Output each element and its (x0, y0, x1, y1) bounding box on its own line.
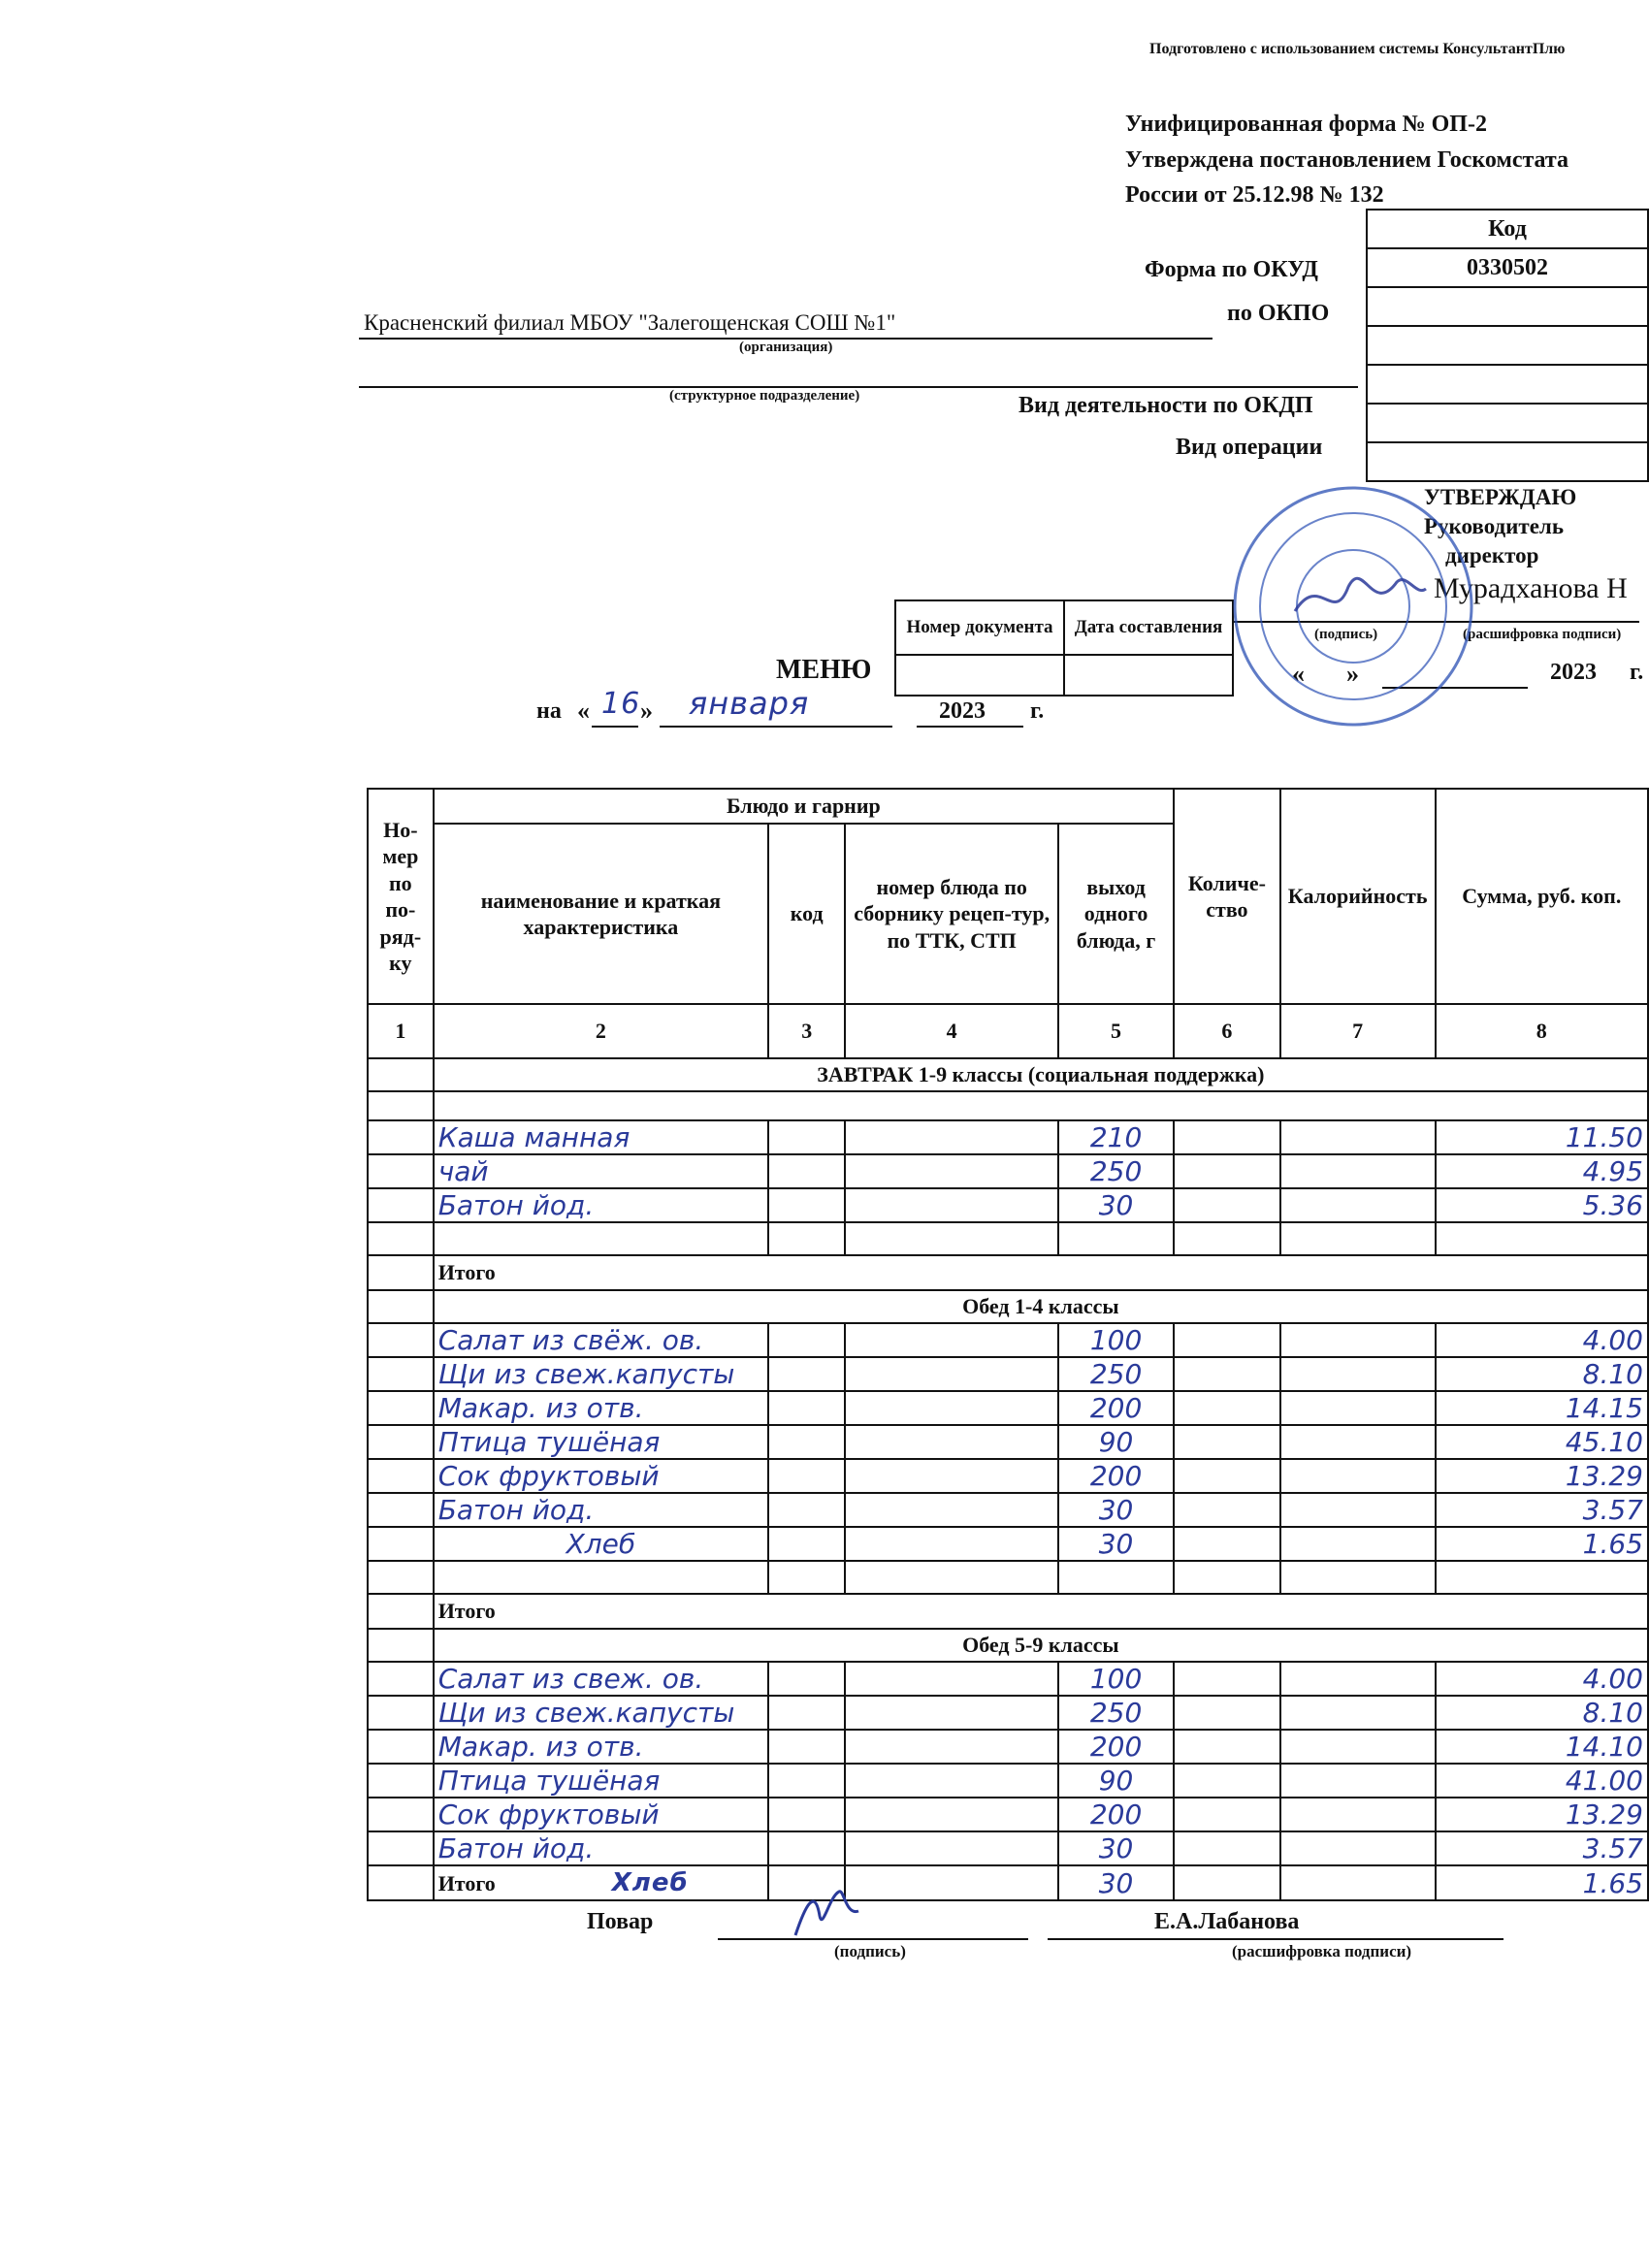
dish-quantity (1174, 1798, 1280, 1831)
dish-quantity (1174, 1696, 1280, 1730)
approver-name: Мурадханова Н (1434, 572, 1628, 604)
dish-recipe (845, 1459, 1058, 1493)
approve-role: Руководитель (1424, 514, 1564, 538)
organization-stamp (1227, 480, 1479, 732)
dish-name: Батон йод. (434, 1493, 768, 1527)
col-number: 3 (768, 1004, 845, 1058)
dish-code (768, 1764, 845, 1798)
menu-title: МЕНЮ (776, 655, 872, 685)
col-number: 6 (1174, 1004, 1280, 1058)
dish-quantity (1174, 1730, 1280, 1764)
dish-recipe (845, 1391, 1058, 1425)
row-num (368, 1323, 434, 1357)
cook-signature-caption: (подпись) (834, 1942, 906, 1960)
header-code: код (768, 824, 845, 1004)
section-title: Обед 5-9 классы (434, 1629, 1648, 1662)
codes-table (1366, 209, 1649, 482)
dish-sum: 4.00 (1436, 1662, 1648, 1696)
col-number: 8 (1436, 1004, 1648, 1058)
menu-year-line (917, 726, 1023, 728)
row-num (368, 1120, 434, 1154)
empty-cell (368, 1091, 434, 1120)
col-number: 4 (845, 1004, 1058, 1058)
dish-output: 200 (1058, 1730, 1174, 1764)
okdp-label: Вид деятельности по ОКДП (1018, 393, 1313, 418)
row-num (368, 1357, 434, 1391)
cook-signature-line (718, 1938, 1028, 1940)
row-num (368, 1798, 434, 1831)
empty-cell (1058, 1561, 1174, 1594)
header-num: Но-мер по по-ряд-ку (368, 789, 434, 1004)
section-num-cell (368, 1058, 434, 1091)
dish-sum: 14.10 (1436, 1730, 1648, 1764)
dish-sum: 8.10 (1436, 1357, 1648, 1391)
dish-name: Птица тушёная (434, 1425, 768, 1459)
dish-output: 250 (1058, 1357, 1174, 1391)
total-num (368, 1255, 434, 1290)
okud-label: Форма по ОКУД (1145, 257, 1318, 282)
approval-signature-caption: (подпись) (1314, 627, 1378, 642)
dish-recipe (845, 1831, 1058, 1865)
dish-calories (1280, 1120, 1436, 1154)
dish-output: 200 (1058, 1798, 1174, 1831)
dish-code (768, 1357, 845, 1391)
empty-cell (1280, 1222, 1436, 1255)
row-num (368, 1459, 434, 1493)
header-sum: Сумма, руб. коп. (1436, 789, 1648, 1004)
dish-recipe (845, 1154, 1058, 1188)
dish-code (768, 1323, 845, 1357)
total-label (434, 1865, 768, 1900)
header-name: наименование и краткая характеристика (434, 824, 768, 1004)
dish-name: Салат из свеж. ов. (434, 1662, 768, 1696)
dish-name: чай (434, 1154, 768, 1188)
dish-name: Птица тушёная (434, 1764, 768, 1798)
dish-output: 210 (1058, 1120, 1174, 1154)
empty-cell (1174, 1561, 1280, 1594)
dish-calories (1280, 1154, 1436, 1188)
dish-sum: 3.57 (1436, 1831, 1648, 1865)
dish-name: Щи из свеж.капусты (434, 1357, 768, 1391)
dish-recipe (845, 1357, 1058, 1391)
dish-code (768, 1154, 845, 1188)
dish-output: 30 (1058, 1527, 1174, 1561)
dish-sum: 45.10 (1436, 1425, 1648, 1459)
dish-recipe (845, 1662, 1058, 1696)
dish-code (768, 1662, 845, 1696)
dish-name: Батон йод. (434, 1831, 768, 1865)
empty-cell (434, 1561, 768, 1594)
empty-cell (1058, 1222, 1174, 1255)
empty-cell (368, 1222, 434, 1255)
dish-recipe (845, 1425, 1058, 1459)
dish-name: Сок фруктовый (434, 1459, 768, 1493)
dish-quantity (1174, 1459, 1280, 1493)
dish-quantity (1174, 1764, 1280, 1798)
okpo-value-2 (1367, 326, 1648, 365)
dish-code (768, 1798, 845, 1831)
dish-calories (1280, 1391, 1436, 1425)
dish-calories (1280, 1865, 1436, 1900)
dish-quantity (1174, 1831, 1280, 1865)
row-num (368, 1730, 434, 1764)
dish-quantity (1174, 1323, 1280, 1357)
menu-day-line (592, 726, 638, 728)
approved-line-2: России от 25.12.98 № 132 (1125, 182, 1384, 208)
dish-quantity (1174, 1391, 1280, 1425)
dish-quantity (1174, 1527, 1280, 1561)
menu-table (367, 788, 1649, 1901)
dish-output: 30 (1058, 1188, 1174, 1222)
dish-code (768, 1831, 845, 1865)
empty-cell (845, 1222, 1058, 1255)
row-num (368, 1391, 434, 1425)
total-num (368, 1594, 434, 1629)
row-num (368, 1493, 434, 1527)
dish-code (768, 1493, 845, 1527)
dish-code (768, 1527, 845, 1561)
total-label: Итого (434, 1255, 1648, 1290)
dish-recipe (845, 1696, 1058, 1730)
dish-name: Макар. из отв. (434, 1730, 768, 1764)
empty-cell (1436, 1222, 1648, 1255)
empty-cell (1436, 1561, 1648, 1594)
cook-name-line (1048, 1938, 1504, 1940)
menu-month-line (660, 726, 892, 728)
row-num (368, 1696, 434, 1730)
menu-date-close: » (640, 697, 653, 725)
dish-calories (1280, 1459, 1436, 1493)
row-num (368, 1662, 434, 1696)
dish-output: 200 (1058, 1459, 1174, 1493)
dish-calories (1280, 1696, 1436, 1730)
dish-sum: 1.65 (1436, 1527, 1648, 1561)
menu-year-suffix: г. (1030, 698, 1045, 724)
section-num-cell (368, 1290, 434, 1323)
total-num (368, 1865, 434, 1900)
row-num (368, 1831, 434, 1865)
organization-caption: (организация) (739, 340, 833, 355)
dish-name: Сок фруктовый (434, 1798, 768, 1831)
dish-recipe (845, 1730, 1058, 1764)
doc-date-value (1064, 655, 1233, 696)
col-number: 7 (1280, 1004, 1436, 1058)
cook-label: Повар (587, 1909, 654, 1934)
header-recipe: номер блюда по сборнику рецеп-тур, по ТТК, СТП (845, 824, 1058, 1004)
dish-recipe (845, 1323, 1058, 1357)
menu-day: 16 (601, 687, 641, 721)
consultant-note: Подготовлено с использованием системы КонсультантПлю (1149, 41, 1566, 57)
subdivision-caption: (структурное подразделение) (669, 388, 860, 404)
dish-quantity (1174, 1662, 1280, 1696)
organization-name: Красненский филиал МБОУ "Залегощенская СОШ №1" (364, 310, 896, 335)
dish-sum: 5.36 (1436, 1188, 1648, 1222)
dish-sum: 14.15 (1436, 1391, 1648, 1425)
dish-quantity (1174, 1188, 1280, 1222)
header-quantity: Количе-ство (1174, 789, 1280, 1004)
dish-calories (1280, 1357, 1436, 1391)
approval-year-suffix: г. (1630, 660, 1644, 685)
dish-calories (1280, 1798, 1436, 1831)
operation-label: Вид операции (1176, 435, 1323, 460)
okdp-value (1367, 365, 1648, 404)
total-text: Итого (437, 1870, 496, 1895)
dish-output: 30 (1058, 1493, 1174, 1527)
menu-date-open: « (577, 697, 590, 725)
dish-output: 250 (1058, 1696, 1174, 1730)
dish-quantity (1174, 1865, 1280, 1900)
section-num-cell (368, 1629, 434, 1662)
dish-output: 100 (1058, 1323, 1174, 1357)
empty-cell (768, 1561, 845, 1594)
approve-label: УТВЕРЖДАЮ (1424, 485, 1577, 509)
dish-output: 30 (1058, 1831, 1174, 1865)
code-header: Код (1367, 210, 1648, 248)
dish-sum: 3.57 (1436, 1493, 1648, 1527)
dish-code (768, 1459, 845, 1493)
col-number: 5 (1058, 1004, 1174, 1058)
dish-sum: 41.00 (1436, 1764, 1648, 1798)
row-num (368, 1188, 434, 1222)
dish-recipe (845, 1188, 1058, 1222)
header-calories: Калорийность (1280, 789, 1436, 1004)
dish-code (768, 1188, 845, 1222)
dish-name: Батон йод. (434, 1188, 768, 1222)
dish-sum: 11.50 (1436, 1120, 1648, 1154)
dish-sum: 4.00 (1436, 1323, 1648, 1357)
menu-month: января (689, 685, 810, 722)
dish-output: 200 (1058, 1391, 1174, 1425)
row-num (368, 1154, 434, 1188)
dish-calories (1280, 1323, 1436, 1357)
dish-calories (1280, 1527, 1436, 1561)
dish-recipe (845, 1865, 1058, 1900)
dish-quantity (1174, 1357, 1280, 1391)
dish-output: 250 (1058, 1154, 1174, 1188)
form-title: Унифицированная форма № ОП-2 (1125, 112, 1487, 137)
dish-code (768, 1391, 845, 1425)
dish-quantity (1174, 1120, 1280, 1154)
dish-code (768, 1696, 845, 1730)
col-number: 1 (368, 1004, 434, 1058)
empty-cell (434, 1091, 1648, 1120)
cook-signature (786, 1877, 873, 1945)
okpo-label: по ОКПО (1227, 301, 1330, 326)
approval-year: 2023 (1550, 660, 1597, 685)
dish-calories (1280, 1425, 1436, 1459)
cook-name: Е.А.Лабанова (1154, 1909, 1300, 1934)
approval-decode-caption: (расшифровка подписи) (1463, 627, 1622, 642)
section-title: ЗАВТРАК 1-9 классы (социальная поддержка) (434, 1058, 1648, 1091)
dish-recipe (845, 1527, 1058, 1561)
approval-date-close: » (1346, 660, 1359, 688)
row-num (368, 1527, 434, 1561)
okud-value: 0330502 (1367, 248, 1648, 287)
total-label: Итого (434, 1594, 1648, 1629)
section-title: Обед 1-4 классы (434, 1290, 1648, 1323)
dish-calories (1280, 1188, 1436, 1222)
dish-sum: 8.10 (1436, 1696, 1648, 1730)
dish-code (768, 1120, 845, 1154)
total-row-dish: Хлеб (611, 1867, 689, 1897)
dish-sum: 13.29 (1436, 1459, 1648, 1493)
menu-on-label: на (536, 698, 562, 724)
operation-value (1367, 404, 1648, 442)
row-num (368, 1425, 434, 1459)
approve-position: директор (1445, 543, 1539, 567)
operation-value-2 (1367, 442, 1648, 481)
dish-name: Каша манная (434, 1120, 768, 1154)
dish-quantity (1174, 1493, 1280, 1527)
dish-output: 90 (1058, 1764, 1174, 1798)
dish-name: Хлеб (434, 1527, 768, 1561)
header-output: выход одного блюда, г (1058, 824, 1174, 1004)
dish-recipe (845, 1798, 1058, 1831)
dish-sum: 4.95 (1436, 1154, 1648, 1188)
empty-cell (368, 1561, 434, 1594)
empty-cell (845, 1561, 1058, 1594)
dish-recipe (845, 1764, 1058, 1798)
dish-calories (1280, 1831, 1436, 1865)
dish-calories (1280, 1493, 1436, 1527)
dish-sum: 13.29 (1436, 1798, 1648, 1831)
dish-output: 30 (1058, 1865, 1174, 1900)
dish-output: 100 (1058, 1662, 1174, 1696)
doc-number-value (895, 655, 1064, 696)
dish-sum: 1.65 (1436, 1865, 1648, 1900)
empty-cell (768, 1222, 845, 1255)
dish-code (768, 1425, 845, 1459)
approved-line-1: Утверждена постановлением Госкомстата (1125, 147, 1569, 173)
doc-number-label: Номер документа (895, 600, 1064, 655)
approval-date-open: « (1292, 660, 1305, 688)
dish-name: Щи из свеж.капусты (434, 1696, 768, 1730)
dish-name: Салат из свёж. ов. (434, 1323, 768, 1357)
dish-recipe (845, 1493, 1058, 1527)
menu-year: 2023 (939, 698, 986, 724)
dish-quantity (1174, 1425, 1280, 1459)
dish-quantity (1174, 1154, 1280, 1188)
dish-recipe (845, 1120, 1058, 1154)
dish-name: Макар. из отв. (434, 1391, 768, 1425)
dish-code (768, 1730, 845, 1764)
dish-calories (1280, 1662, 1436, 1696)
dish-calories (1280, 1764, 1436, 1798)
empty-cell (1280, 1561, 1436, 1594)
col-number: 2 (434, 1004, 768, 1058)
row-num (368, 1764, 434, 1798)
dish-calories (1280, 1730, 1436, 1764)
doc-date-label: Дата составления (1064, 600, 1233, 655)
header-dish-group: Блюдо и гарнир (434, 789, 1174, 824)
dish-output: 90 (1058, 1425, 1174, 1459)
cook-decode-caption: (расшифровка подписи) (1232, 1942, 1412, 1960)
document-meta-table (894, 599, 1234, 697)
empty-cell (434, 1222, 768, 1255)
okpo-value (1367, 287, 1648, 326)
empty-cell (1174, 1222, 1280, 1255)
